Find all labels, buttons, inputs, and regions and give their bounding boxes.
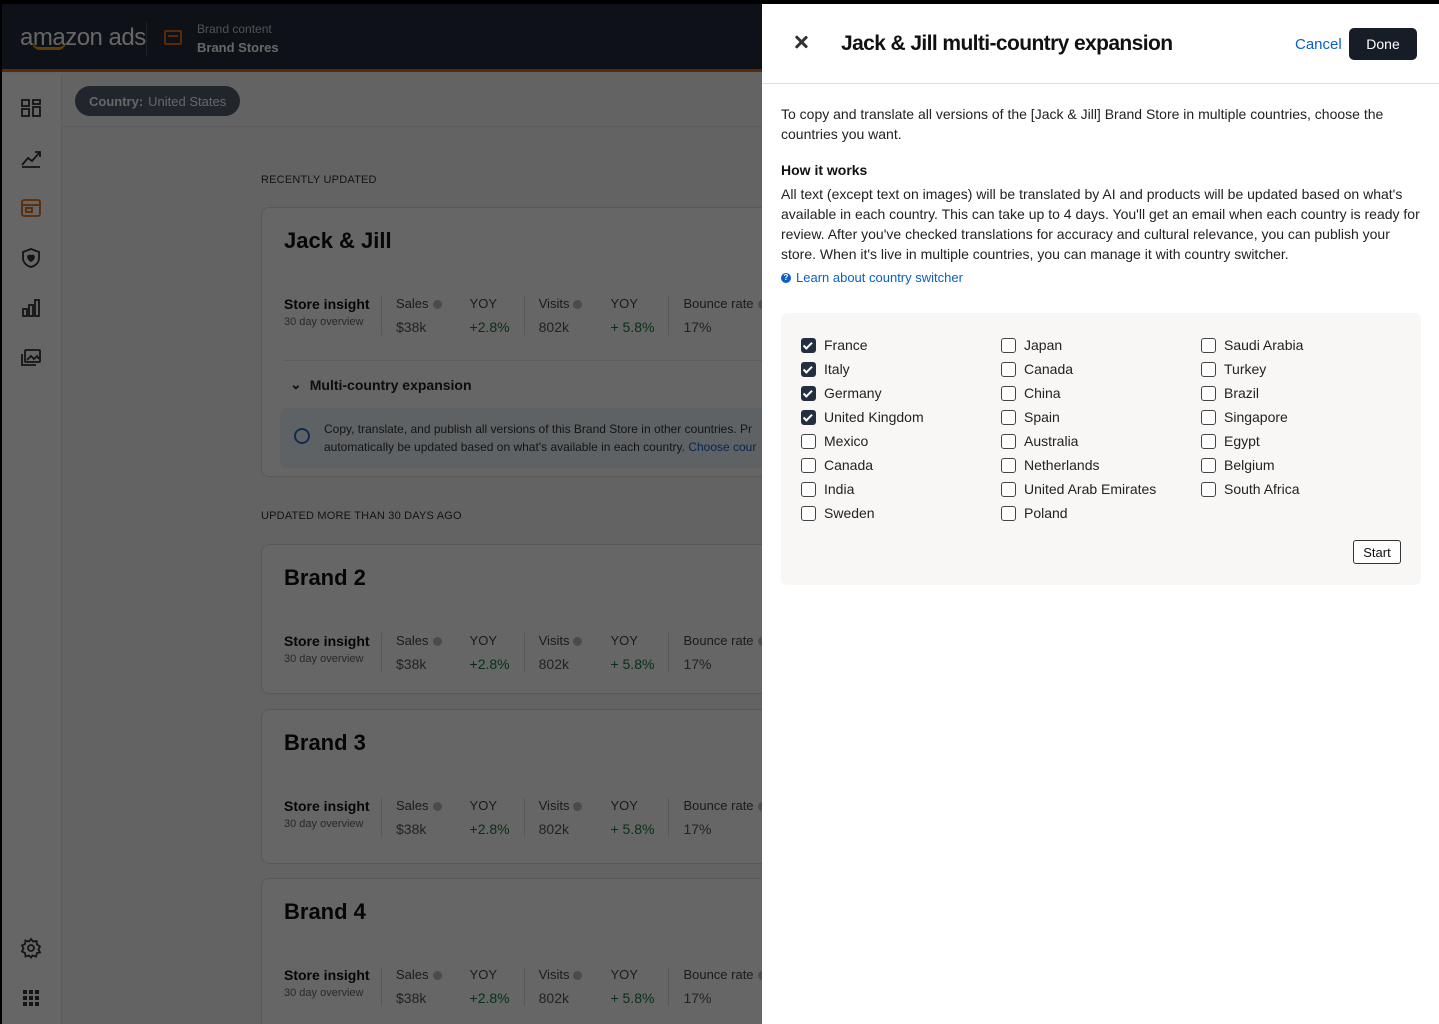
country-checkbox-row[interactable] — [1201, 477, 1303, 501]
checkbox-unchecked[interactable] — [801, 434, 816, 449]
country-checkbox-row[interactable] — [1201, 453, 1303, 477]
checkbox-unchecked[interactable] — [1001, 434, 1016, 449]
checkbox-checked[interactable] — [801, 362, 816, 377]
checkbox-unchecked[interactable] — [1201, 410, 1216, 425]
country-label: Singapore — [1224, 409, 1288, 425]
country-checkbox-row[interactable] — [1201, 357, 1303, 381]
drawer-title: Jack & Jill multi-country expansion — [841, 32, 1173, 55]
country-checkbox-row[interactable] — [1001, 429, 1156, 453]
checkbox-checked[interactable] — [801, 338, 816, 353]
checkbox-checked[interactable] — [801, 410, 816, 425]
checkbox-unchecked[interactable] — [801, 458, 816, 473]
country-checkbox-row[interactable] — [801, 357, 924, 381]
help-icon: ? — [781, 273, 791, 283]
country-label: Japan — [1024, 337, 1063, 353]
checkbox-unchecked[interactable] — [801, 506, 816, 521]
country-checkbox-row[interactable] — [1201, 333, 1303, 357]
country-label: Belgium — [1224, 457, 1275, 473]
checkbox-unchecked[interactable] — [1001, 506, 1016, 521]
checkbox-unchecked[interactable] — [1001, 482, 1016, 497]
country-checkbox-row[interactable] — [801, 477, 924, 501]
intro-text: To copy and translate all versions of the [Jack & Jill] Brand Store in multiple countries, choose the countries you want. — [781, 106, 1384, 142]
learn-link-label: Learn about country switcher — [796, 270, 963, 285]
country-selection-panel — [781, 313, 1421, 585]
multi-country-drawer — [762, 4, 1439, 1024]
country-checkbox-row[interactable] — [1001, 333, 1156, 357]
country-checkbox-row[interactable] — [801, 405, 924, 429]
country-checkbox-row[interactable] — [1001, 405, 1156, 429]
country-checkbox-row[interactable] — [801, 381, 924, 405]
country-label: Germany — [824, 385, 882, 401]
checkbox-unchecked[interactable] — [1201, 434, 1216, 449]
checkbox-unchecked[interactable] — [1201, 482, 1216, 497]
country-checkbox-row[interactable] — [1001, 477, 1156, 501]
drawer-header — [762, 4, 1439, 84]
country-label: Canada — [1024, 361, 1074, 377]
country-column — [1201, 333, 1303, 501]
country-checkbox-row[interactable] — [1201, 381, 1303, 405]
checkbox-unchecked[interactable] — [1001, 362, 1016, 377]
country-label: South Africa — [1224, 481, 1300, 497]
country-label: Australia — [1024, 433, 1079, 449]
close-icon[interactable] — [790, 32, 812, 54]
cancel-button[interactable]: Cancel — [1295, 36, 1342, 53]
checkbox-unchecked[interactable] — [1201, 362, 1216, 377]
checkbox-unchecked[interactable] — [801, 482, 816, 497]
learn-country-switcher-link[interactable] — [781, 270, 963, 285]
checkbox-unchecked[interactable] — [1001, 386, 1016, 401]
checkbox-unchecked[interactable] — [1001, 458, 1016, 473]
country-label: Saudi Arabia — [1224, 337, 1304, 353]
country-checkbox-row[interactable] — [1201, 405, 1303, 429]
checkbox-unchecked[interactable] — [1001, 338, 1016, 353]
checkbox-checked[interactable] — [801, 386, 816, 401]
country-label: Spain — [1024, 409, 1060, 425]
country-checkbox-row[interactable] — [1001, 357, 1156, 381]
country-label: Canada — [824, 457, 874, 473]
checkbox-unchecked[interactable] — [1201, 458, 1216, 473]
country-column — [1001, 333, 1156, 525]
country-checkbox-row[interactable] — [801, 333, 924, 357]
country-label: United Kingdom — [824, 409, 924, 425]
country-label: France — [824, 337, 868, 353]
country-checkbox-row[interactable] — [801, 453, 924, 477]
done-button[interactable]: Done — [1349, 28, 1417, 60]
country-label: Netherlands — [1024, 457, 1100, 473]
country-column — [801, 333, 924, 525]
country-label: Turkey — [1224, 361, 1267, 377]
checkbox-unchecked[interactable] — [1201, 386, 1216, 401]
country-label: India — [824, 481, 855, 497]
how-it-works-body: All text (except text on images) will be translated by AI and products will be updated based on what's available in each country. This can take up to 4 days. You'll get an email when each country is ready for review. After you've checked translations for accuracy and cultural relevance, you can publish your store. When it's live in multiple countries, you can manage it with country switcher. — [781, 186, 1420, 262]
country-checkbox-row[interactable] — [1001, 453, 1156, 477]
country-label: Poland — [1024, 505, 1068, 521]
country-checkbox-row[interactable] — [801, 501, 924, 525]
start-button[interactable]: Start — [1353, 540, 1401, 564]
country-checkbox-row[interactable] — [1001, 501, 1156, 525]
country-label: China — [1024, 385, 1061, 401]
checkbox-unchecked[interactable] — [1201, 338, 1216, 353]
country-checkbox-row[interactable] — [1001, 381, 1156, 405]
country-label: United Arab Emirates — [1024, 481, 1157, 497]
country-label: Egypt — [1224, 433, 1260, 449]
country-label: Mexico — [824, 433, 869, 449]
country-label: Brazil — [1224, 385, 1260, 401]
checkbox-unchecked[interactable] — [1001, 410, 1016, 425]
country-label: Italy — [824, 361, 850, 377]
country-checkbox-row[interactable] — [1201, 429, 1303, 453]
how-it-works-heading: How it works — [781, 162, 868, 178]
country-checkbox-row[interactable] — [801, 429, 924, 453]
country-label: Sweden — [824, 505, 875, 521]
